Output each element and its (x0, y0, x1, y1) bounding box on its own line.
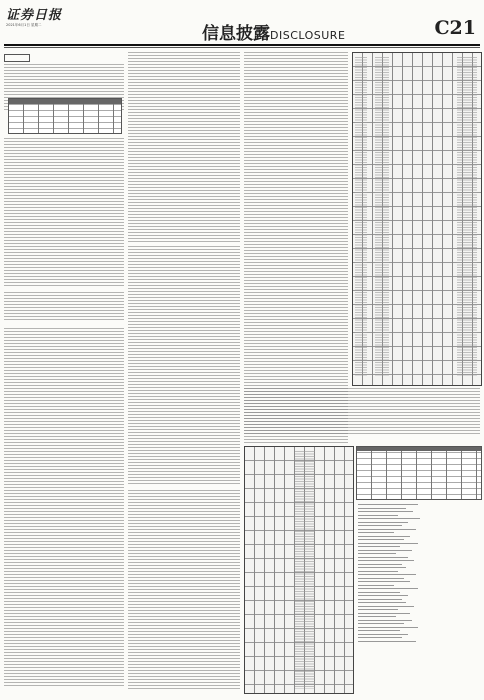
table-column-text (355, 57, 367, 377)
text-paragraph (244, 388, 480, 436)
text-paragraph (128, 490, 240, 690)
page-number: C21 (434, 17, 476, 39)
summary-table (356, 446, 482, 500)
article-heading-box (4, 54, 30, 62)
item-list (358, 504, 428, 644)
table-column-text (375, 57, 389, 377)
text-paragraph (244, 52, 348, 444)
masthead (4, 4, 480, 42)
table-header-row (9, 99, 121, 104)
table-header-row (357, 447, 481, 451)
table-column-text (457, 57, 477, 377)
left-column (4, 50, 124, 690)
issue-date: 2021年6月1日 星期二 (6, 23, 42, 27)
middle-right-column (244, 50, 348, 444)
bottom-table (244, 446, 354, 694)
text-paragraph (128, 246, 240, 486)
section-title-en: DISCLOSURE (270, 29, 346, 42)
text-paragraph (4, 138, 124, 286)
section-title (202, 19, 345, 44)
financial-table (8, 98, 122, 134)
disclosure-table (352, 52, 482, 386)
newspaper-logo: 证券日报 (6, 8, 63, 23)
text-paragraph (4, 292, 124, 322)
masthead-rule (4, 44, 480, 46)
text-paragraph (4, 328, 124, 688)
table-column-text (295, 451, 315, 689)
section-title-zh: 信息披露 (202, 24, 270, 44)
text-paragraph (128, 52, 240, 242)
masthead-rule-thin (4, 47, 480, 48)
